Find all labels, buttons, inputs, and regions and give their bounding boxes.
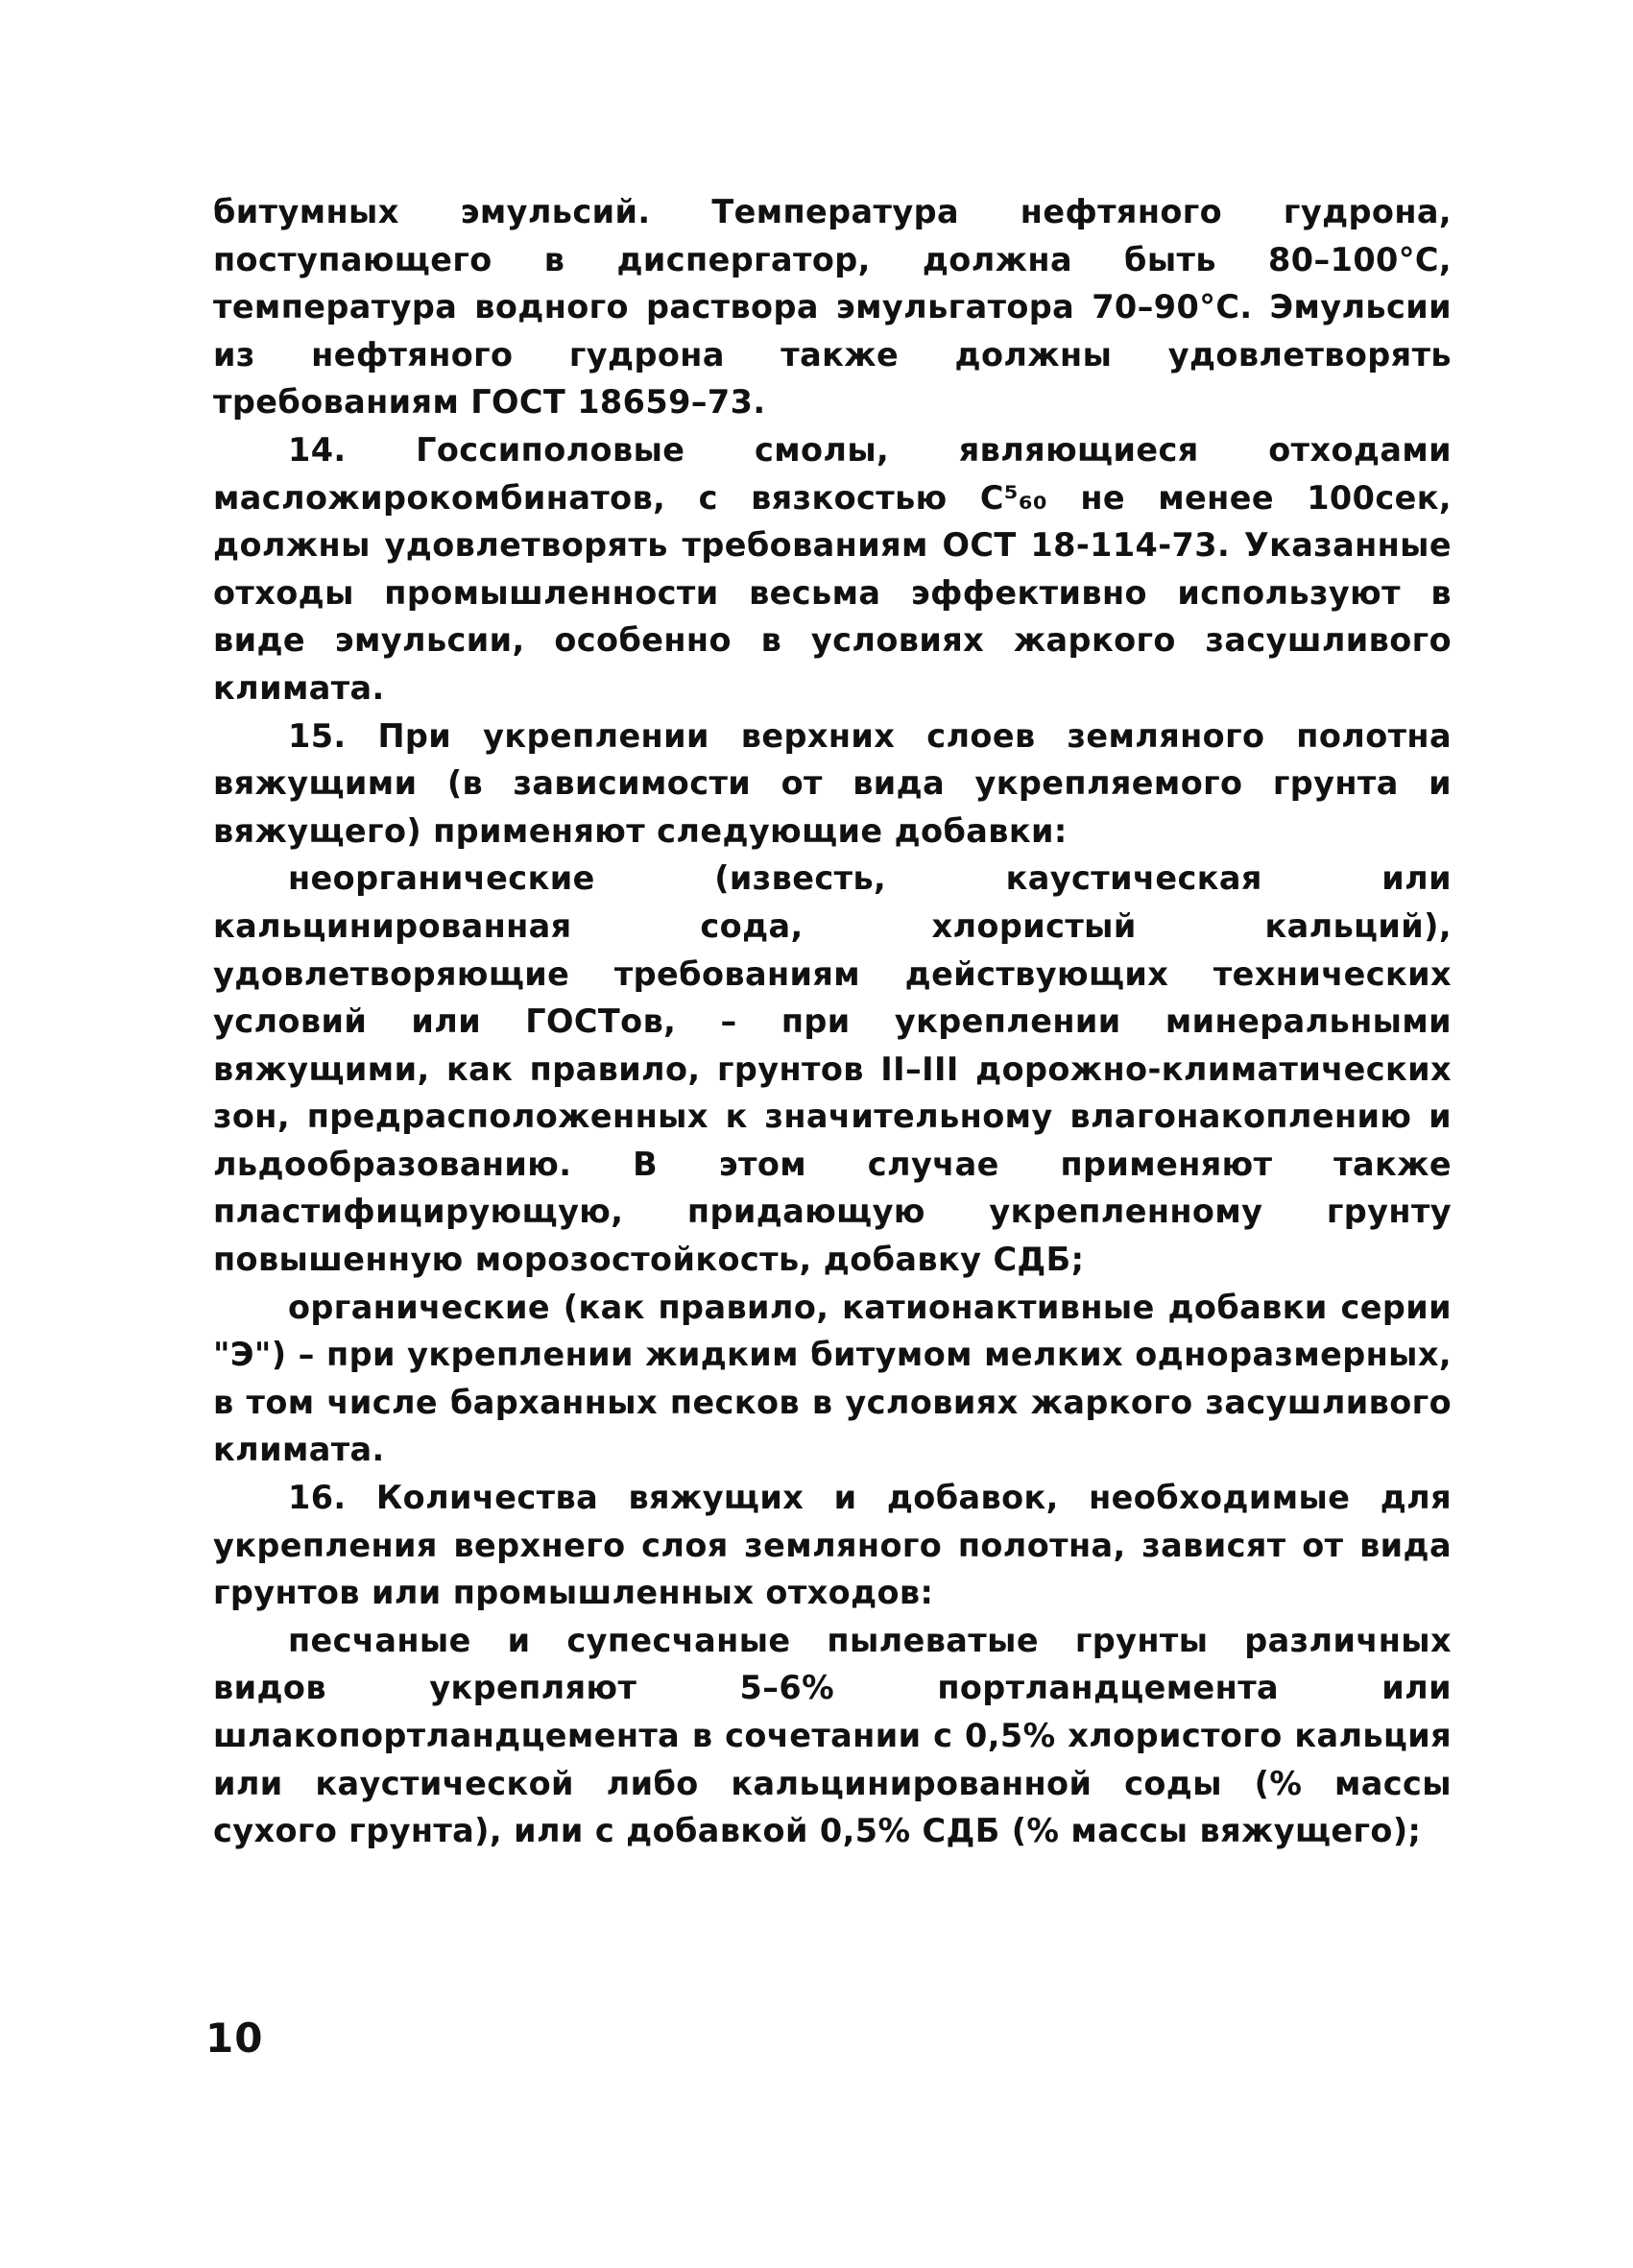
paragraph-sandy-soils: песчаные и супесчаные пылеватые грунты различных видов укрепляют 5–6% портландцемента или шлакопортландцемента в сочетании с 0,5% хлористого кальция или каустической либо кальцинированной соды (% массы сухого грунта), или с добавкой 0,5% СДБ (% массы вяжущего); bbox=[213, 1621, 1452, 1850]
paragraph-organic-additives: органические (как правило, катионактивные добавки серии "Э") – при укреплении жидким битумом мелких одноразмерных, в том числе барханных песков в условиях жаркого засушливого климата. bbox=[213, 1288, 1452, 1469]
body-text bbox=[213, 188, 1452, 1855]
paragraph-inorganic-additives: неорганические (известь, каустическая или кальцинированная сода, хлористый кальций), удовлетворяющие требованиям действующих технических условий или ГОСТов, – при укреплении минеральными вяжущими, как правило, грунтов II–III дорожно-климатических зон, предрасположенных к значительному влагонакоплению и льдообразованию. В этом случае применяют также пластифицирующую, придающую укрепленному грунту повышенную морозостойкость, добавку СДБ; bbox=[213, 859, 1452, 1279]
page-number: 10 bbox=[205, 2015, 264, 2062]
paragraph-item-16: 16. Количества вяжущих и добавок, необходимые для укрепления верхнего слоя земляного полотна, зависят от вида грунтов или промышленных отходов: bbox=[213, 1479, 1452, 1612]
paragraph-item-15: 15. При укреплении верхних слоев земляного полотна вяжущими (в зависимости от вида укрепляемого грунта и вяжущего) применяют следующие добавки: bbox=[213, 716, 1452, 850]
paragraph-continuation: битумных эмульсий. Температура нефтяного гудрона, поступающего в диспергатор, должна быть 80–100°С, температура водного раствора эмульгатора 70–90°С. Эмульсии из нефтяного гудрона также должны удовлетворять требованиям ГОСТ 18659–73. bbox=[213, 193, 1452, 422]
paragraph-item-14: 14. Госсиполовые смолы, являющиеся отходами масложирокомбинатов, с вязкостью С⁵₆₀ не менее 100сек, должны удовлетворять требованиям ОСТ 18-114-73. Указанные отходы промышленности весьма эффективно используют в виде эмульсии, особенно в условиях жаркого засушливого климата. bbox=[213, 430, 1452, 707]
